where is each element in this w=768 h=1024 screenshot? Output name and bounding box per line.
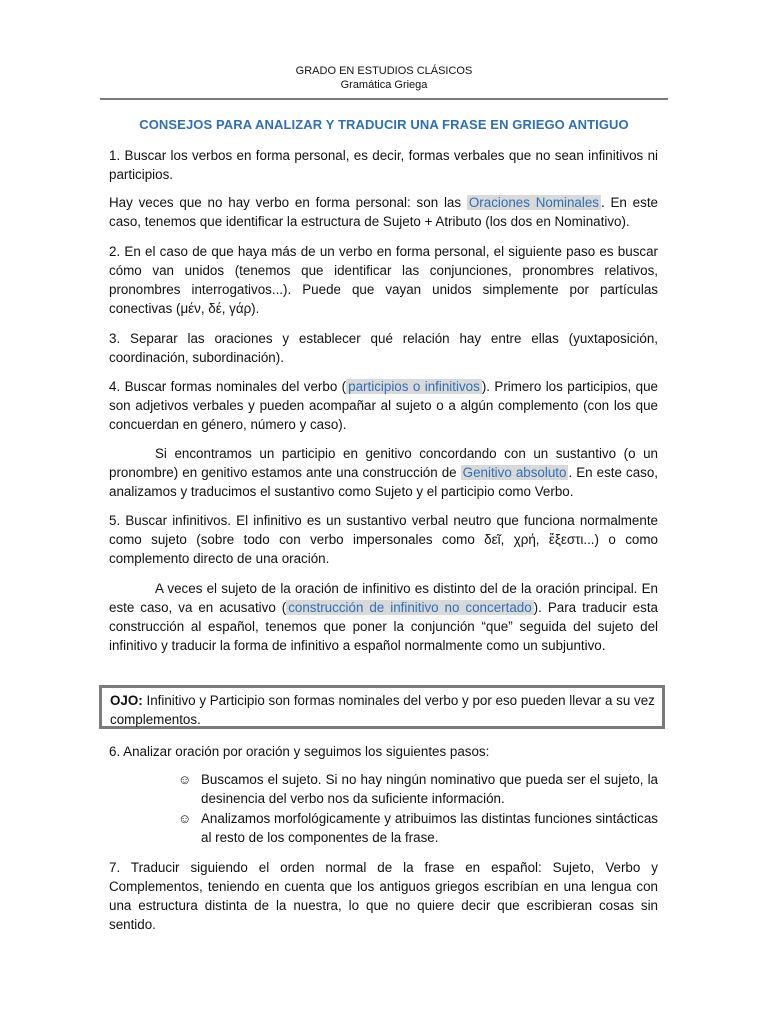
list-item [178,809,658,847]
highlight-term: Genitivo absoluto [462,465,567,480]
text-run: Hay veces que no hay verbo en forma personal: son las [109,195,467,210]
paragraph-step-5: 5. Buscar infinitivos. El infinitivo es un sustantivo verbal neutro que funciona normalmente como sujeto (sobre todo con verbo impersonales como δεῖ, χρή, ἔξεστι...) o como complemento directo de una oración. [109,513,658,566]
highlight-term: construcción de infinitivo no concertado [288,600,532,615]
text-run: Si encontramos un participio en genitivo concordando con un sustantivo (o un pronombre) en genitivo estamos ante una construcción de [109,446,658,480]
note-text [110,691,656,729]
note-label: OJO: [110,693,143,708]
note-body: Infinitivo y Participio son formas nominales del verbo y por eso pueden llevar a su vez complementos. [110,693,655,727]
note-box [99,685,665,729]
header-degree: GRADO EN ESTUDIOS CLÁSICOS [295,65,473,77]
paragraph-step-1: 1. Buscar los verbos en forma personal, es decir, formas verbales que no sean infinitivos ni participios. [109,148,658,182]
paragraph-step-4 [109,377,658,434]
text-run: 4. Buscar formas nominales del verbo ( [109,379,347,394]
list-item [178,770,658,808]
highlight-term: participios o infinitivos [348,379,480,394]
paragraph-step-2: 2. En el caso de que haya más de un verbo en forma personal, el siguiente paso es buscar cómo van unidos (tenemos que identificar las conjunciones, pronombres relativos, pronombres interrogativos...). Puede que vayan unidos simplemente por partículas conectivas (μέν, δέ, γάρ). [109,244,658,316]
list-item-text: Buscamos el sujeto. Si no hay ningún nominativo que pueda ser el sujeto, la desinencia del verbo nos da suficiente información. [201,772,658,806]
paragraph-infinitive-subject [109,579,658,655]
text-run: . En este caso, analizamos y traducimos el sustantivo como Sujeto y el participio como Verbo. [109,465,659,499]
paragraph-step-3: 3. Separar las oraciones y establecer qué relación hay entre ellas (yuxtaposición, coordinación, subordinación). [109,331,658,365]
text-run: . En este caso, tenemos que identificar la estructura de Sujeto + Atributo (los dos en Nominativo). [109,195,658,229]
text-run: ). Para traducir esta construcción al español, tenemos que poner la conjunción “que” seguida del sujeto del infinitivo y traducir la forma de infinitivo a español normalmente como un subjuntivo. [109,600,658,653]
text-run: ). Primero los participios, que son adjetivos verbales y pueden acompañar al sujeto o a algún complemento (con los que concuerdan en género, número y caso). [109,379,659,432]
list-item-text: Analizamos morfológicamente y atribuimos las distintas funciones sintácticas al resto de los componentes de la frase. [201,811,658,845]
header-divider [100,98,668,100]
header-subject: Gramática Griega [340,79,428,91]
highlight-term: Oraciones Nominales [468,195,599,210]
smiley-icon: ☺ [178,772,192,787]
paragraph-step-7: 7. Traducir siguiendo el orden normal de la frase en español: Sujeto, Verbo y Complementos, teniendo en cuenta que los antiguos griegos escribían en una lengua con una estructura distinta de la nuestra, lo que no quiere decir que escribieran cosas sin sentido. [109,860,658,932]
steps-list [178,770,658,848]
text-run: A veces el sujeto de la oración de infinitivo es distinto del de la oración principal. En este caso, va en acusativo ( [109,581,658,615]
smiley-icon: ☺ [178,811,192,826]
document-title: CONSEJOS PARA ANALIZAR Y TRADUCIR UNA FRASE EN GRIEGO ANTIGUO [139,117,629,132]
paragraph-nominal-sentences [109,193,658,231]
paragraph-genitive-absolute [109,444,658,501]
document-header [100,64,668,92]
paragraph-step-6: 6. Analizar oración por oración y seguimos los siguientes pasos: [109,744,490,759]
